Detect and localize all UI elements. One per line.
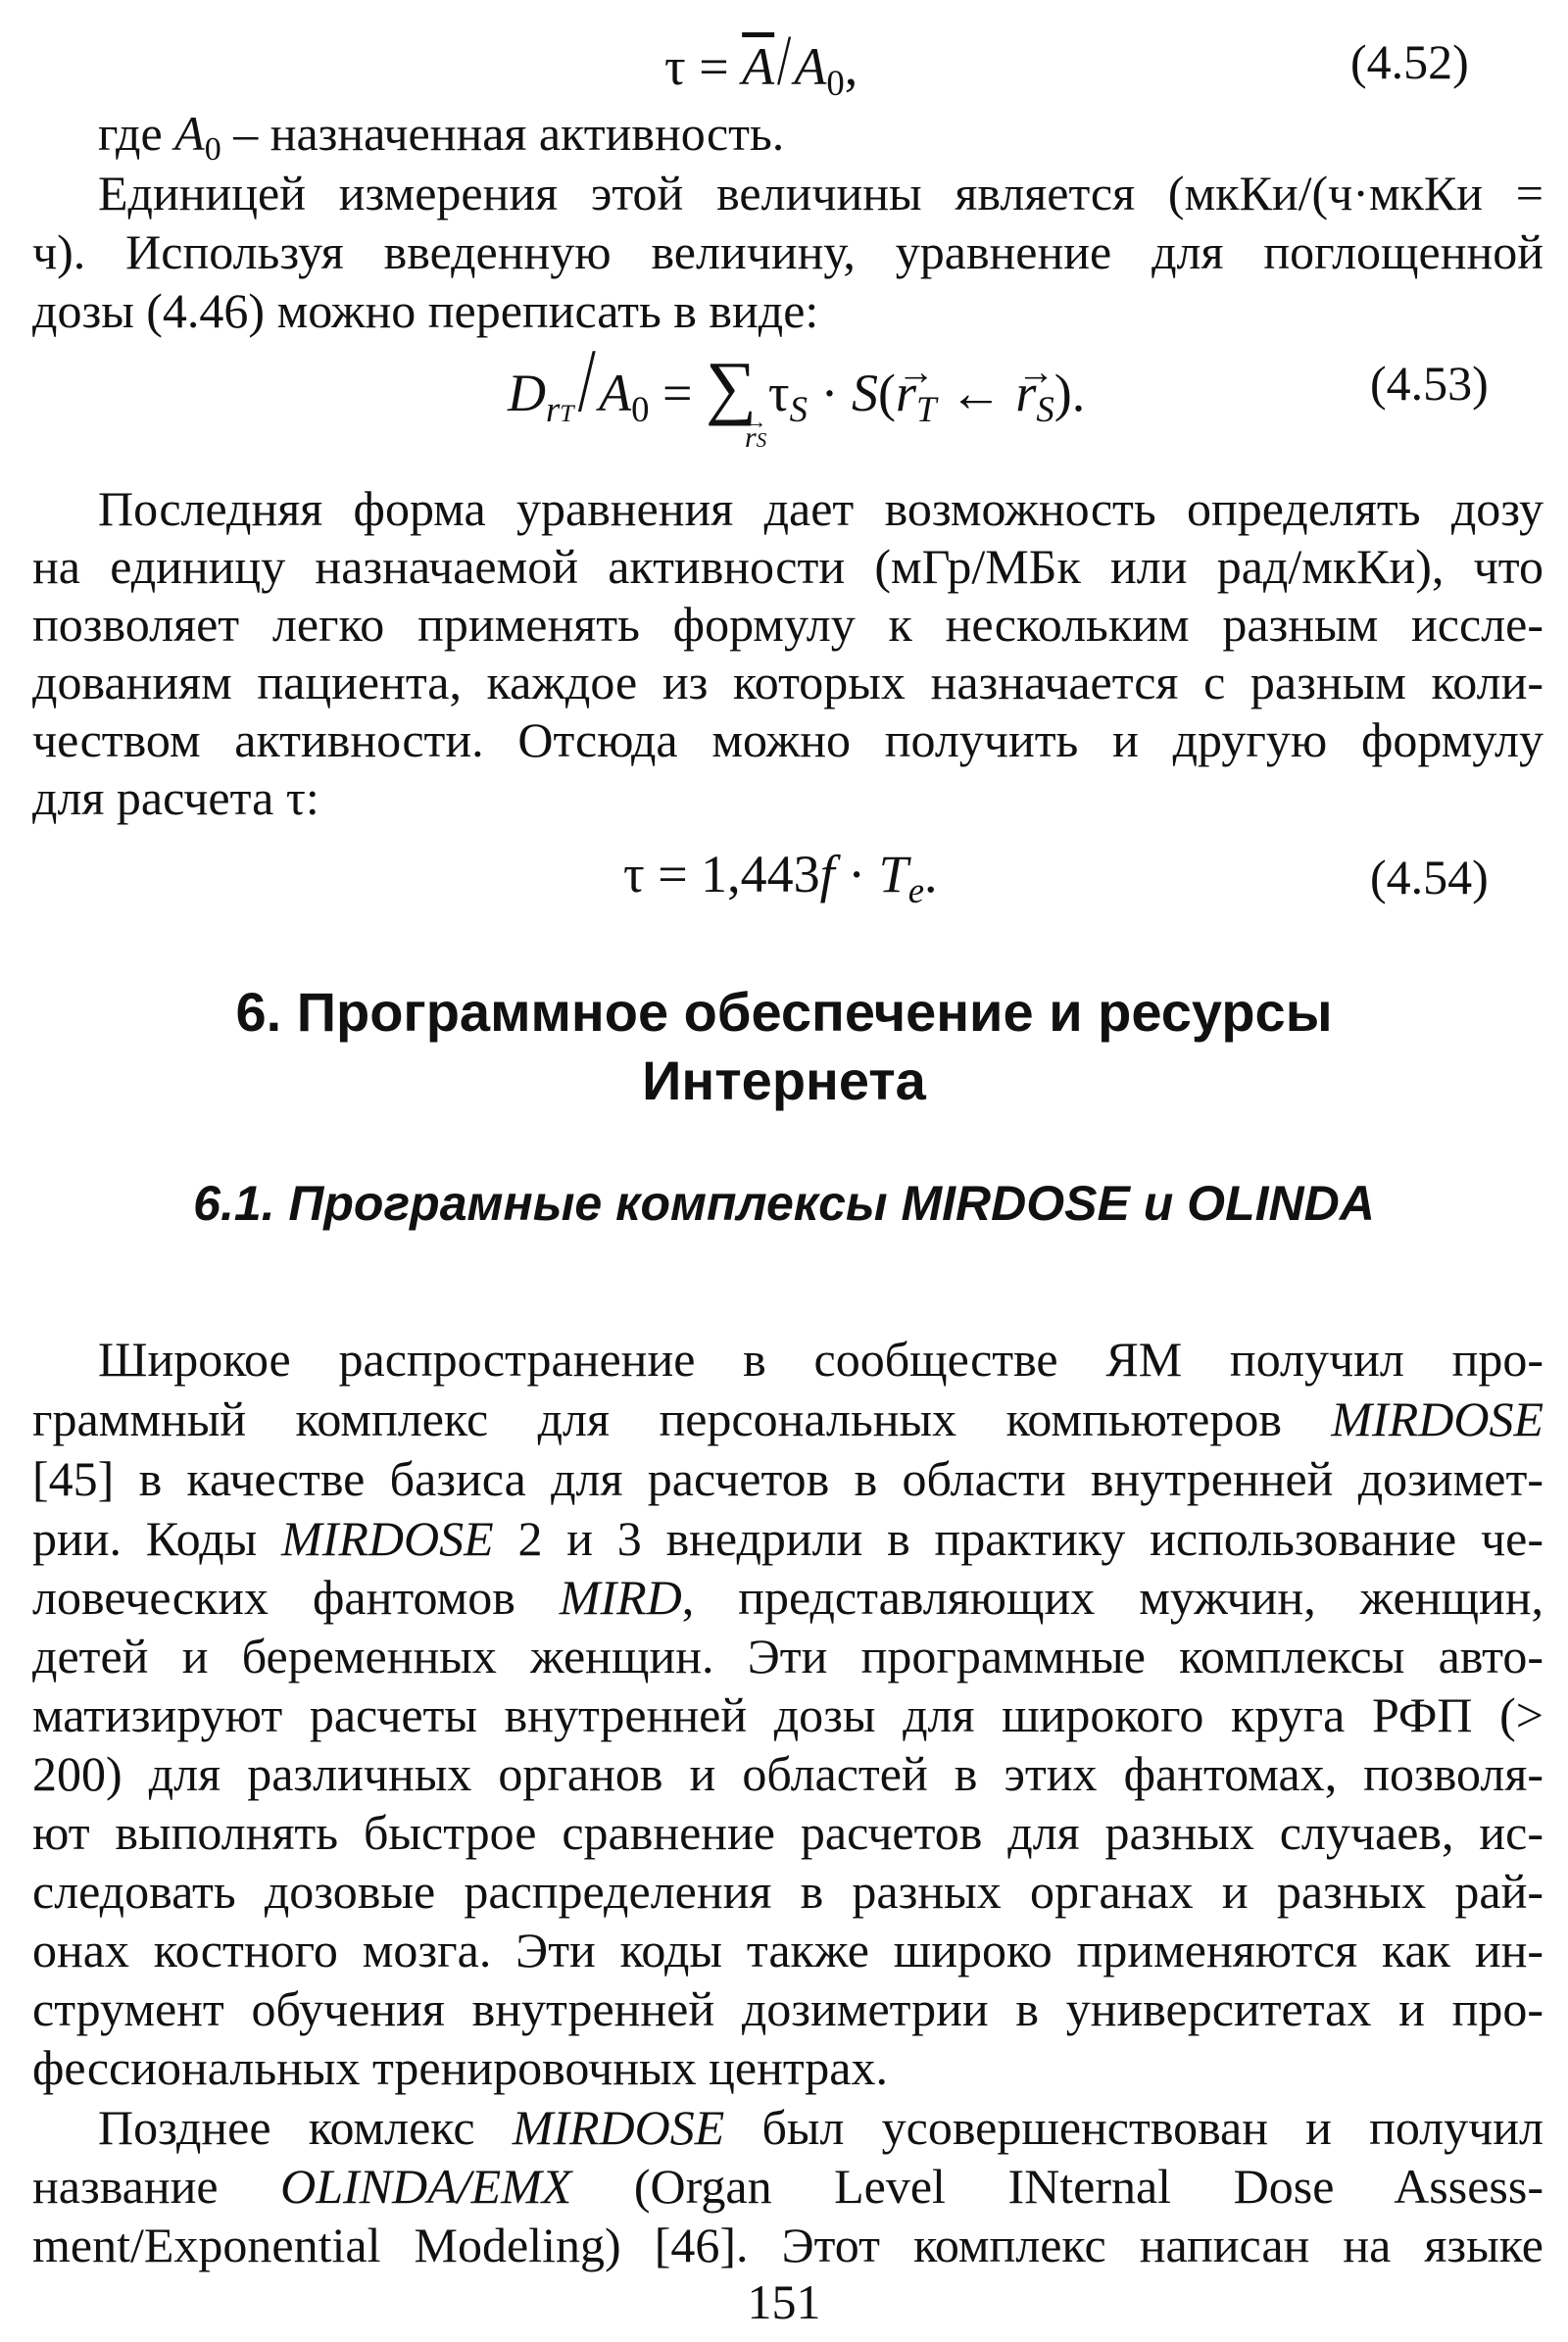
paragraph-line: позволяет легко применять формулу к нескольким разным иссле-: [32, 597, 1544, 652]
paragraph-line: [45] в качестве базиса для расчетов в области внутренней дозимет-: [32, 1451, 1544, 1506]
paragraph-line: струмент обучения внутренней дозиметрии в университетах и про-: [32, 1981, 1544, 2036]
paragraph-line: матизируют расчеты внутренней дозы для широкого круга РФП (>: [32, 1687, 1544, 1742]
paragraph-line: Позднее комлекс MIRDOSE был усовершенствован и получил: [98, 2100, 1544, 2155]
paragraph-line: дозы (4.46) можно переписать в виде:: [32, 283, 819, 338]
paragraph-line: Широкое распространение в сообществе ЯМ получил про-: [98, 1332, 1544, 1387]
paragraph-line: для расчета τ:: [32, 770, 319, 825]
page-number: 151: [747, 2274, 821, 2329]
equation-4-52: $\tau = \overline{A}/A_0$,: [664, 21, 858, 104]
paragraph-line: 200) для различных органов и областей в этих фантомах, позволя-: [32, 1746, 1544, 1801]
equation-number-4-53: (4.53): [1370, 356, 1489, 411]
equation-4-53: $D_{rT}/A_0$ = ∑ $\tau_S \cdot S(\to r_T$ ← → $r_S$).: [508, 351, 1085, 443]
paragraph-line: фессиональных тренировочных центрах.: [32, 2040, 888, 2095]
paragraph-line: на единицу назначаемой активности (мГр/МБк или рад/мкКи), что: [32, 539, 1544, 594]
paragraph-line: ют выполнять быстрое сравнение расчетов для разных случаев, ис-: [32, 1805, 1544, 1860]
paragraph-line: онах костного мозга. Эти коды также широко применяются как ин-: [32, 1923, 1544, 1977]
sum-symbol: ∑: [705, 347, 757, 426]
paragraph-line: детей и беременных женщин. Эти программные комплексы авто-: [32, 1629, 1544, 1683]
paragraph-line: граммный комплекс для персональных компьютеров MIRDOSE: [32, 1391, 1544, 1446]
paragraph-line: ч). Используя введенную величину, уравнение для поглощенной: [32, 224, 1544, 279]
section-heading-line-1: 6. Программное обеспечение и ресурсы: [235, 981, 1333, 1043]
paragraph-line: где $A_0$ – назначенная активность.: [98, 106, 785, 169]
equation-4-54: $\tau = 1,443f \cdot T_e$.: [623, 845, 938, 911]
paragraph-line: чеством активности. Отсюда можно получить и другую формулу: [32, 712, 1544, 767]
equation-number-4-52: (4.52): [1350, 34, 1469, 89]
paragraph-line: ловеческих фантомов MIRD, представляющих мужчин, женщин,: [32, 1570, 1544, 1625]
paragraph-line: Единицей измерения этой величины является (мкКи/(ч·мкКи =: [98, 166, 1544, 220]
paragraph-line: рии. Коды MIRDOSE 2 и 3 внедрили в практику использование че-: [32, 1511, 1544, 1566]
paragraph-line: ment/Exponential Modeling) [46]. Этот комплекс написан на языке: [32, 2218, 1544, 2272]
sum-index: → rS: [745, 421, 766, 455]
paragraph-line: название OLINDA/EMX (Organ Level INternal Dose Assess-: [32, 2159, 1544, 2214]
section-heading-line-2: Интернета: [642, 1049, 926, 1111]
paragraph-line: дованиям пациента, каждое из которых назначается с разным коли-: [32, 655, 1544, 709]
subsection-heading: 6.1. Програмные комплексы MIRDOSE и OLINDA: [193, 1176, 1375, 1231]
paragraph-line: следовать дозовые распределения в разных органах и разных рай-: [32, 1864, 1544, 1919]
paragraph-line: Последняя форма уравнения дает возможность определять дозу: [98, 481, 1544, 536]
equation-number-4-54: (4.54): [1370, 850, 1489, 904]
